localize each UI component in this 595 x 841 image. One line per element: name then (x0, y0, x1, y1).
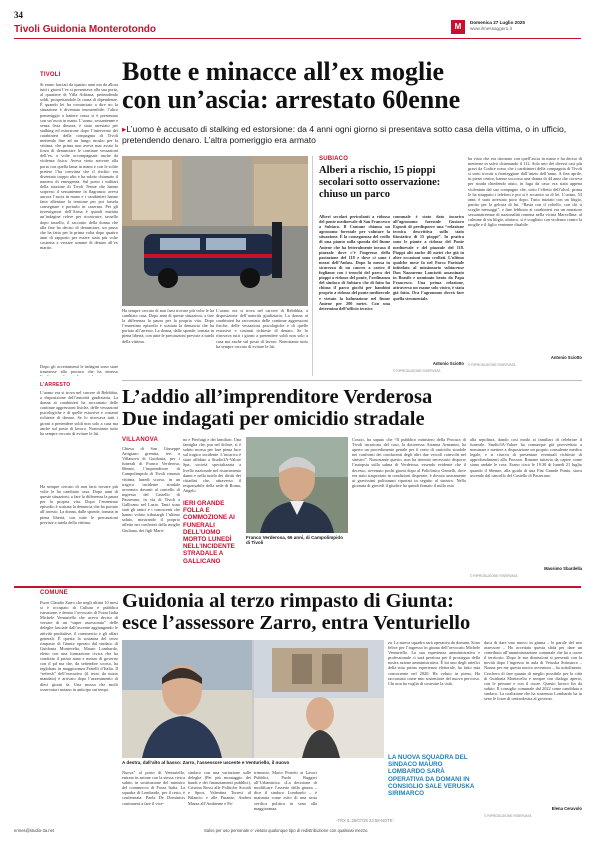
story4-photo (122, 640, 384, 758)
story1-copyright: © RIPRODUZIONE RISERVATA (468, 363, 516, 367)
story1-headline-line1: Botte e minacce all’ex moglie (122, 57, 444, 86)
story3-headline-line1: L’addio all’imprenditore Verderosa (122, 386, 433, 408)
story4-col1: Fuori Claudio Zarro che negli ultimi 10 mesi si è occupato di Cultura e pubblica istruzione, e dentro l’avvocato di Forza Italia Michele Venturiello che aveva deciso di versare di un “super assessorato” delle deleghe lasciate dall’uscente aggiungendo le attività produttive, il commercio e gli affari generali. È questa la sostanza del terzo rimpasto di Giunta operato dal sindaco di Guidonia Montecelio, Mauro Lombardo, eletto con una formazione civica che ha condotto il primo anno e mezzo di governo con il pd ma che, da settembre scorso, ha inglobato in maggioranza Fratelli d’Italia. Il “refresh” dell’esecutivo (il terzo da inizio mandato) è arrivato dopo l’azzeramento di dieci giorni fa. Una mossa che molti osservatori notano in anticipo sui tempi. (40, 600, 118, 692)
story4-headline-line2: esce l’assessore Zarro, entra Venturiello (122, 612, 471, 634)
story1-col5: ha visto che era ritornato con quell’ascia in mano e ha deciso di metterne in salvo chiamando il 112. Solo uno dei diversi casi più gravi da Codice rosso che i carabinieri della compagnia di Tivoli si sono trovati a fronteggiare dall’inizio dell’anno. A fine aprile, in pieno centro, hanno soccorso una donna di 44 anni che correva per strada chiedendo aiuto, in fuga da casa: era stata appena violentata dal suo compagno che, sotto l’effetto dell’alcol, prima le ha strappato i telefoni e poi si è accanito su di lei. L’uomo, 53 anni, è stato arrestato poco dopo. Tutto iniziato con un litigio, partito per la gelosia di lui. “Basta con il coltello, con chi ti sceglie messaggi”, e fine febbraio ai carabinieri era un muratore sessantatreenne di nazionalità romena nella vicina Marcellina: al culmine di un litigio, ubriaco, si è scagliato con violenza contro la moglie e il figlio ventenne disabile. (468, 156, 582, 228)
story2-byline: Antonio Sciotto (432, 361, 464, 366)
story2-kicker: SUBIACO (319, 156, 349, 162)
story1-headline-line2: con un’ascia: arrestato 60enne (122, 85, 461, 114)
story2-col1: Alberi secolari pericolanti a ridosso del ponte medioevale di San Francesco a Subiaco. Il Comune chiama un agronomo forestale per valutare la situazione. È la conseguenza del crollo di una pianta sulla sponda del fiume Aniene che ha letteralmente invaso il piazzale dove c’è l’ingresso della postazione del 118 e dove ci sono i mezzi dell’Anfass. Dopo la messa in sicurezza di un cancro a carico il fogliame con i tronchi del parco dei pioppi a ridosso del ponte, l’ordinanza del sindaco di Subiaco che di fatto ha chiuso il parco giochi per bambini proprio a ridosso del ponte medioevale e vietato la balneazione nel fiume Aniene per 200 metri. Con una determina dell’ufficio tecnico (319, 214, 390, 311)
story1-photo (122, 156, 308, 306)
story1-summary (122, 124, 582, 145)
story2-box (312, 156, 464, 376)
story3-headline (122, 386, 582, 430)
story4-col5: za. La nuova squadra sarà operativa da domani. Sono felice per l’ingresso in giunta dell’avvocato Michele Venturiello. La sua esperienza amministrativa e professionale ci sarà preziosa per il prosieguo della nostra azione amministrativa. È lui uno degli artefici della mia prima esperienza elettorale, ha fatto mia concorrente nel 2020. Ha voluto in pieno, Ha raccontato come mio sostenitore del nuovo percorso. Chi non ha voglia di costruire la città. (388, 640, 480, 686)
story1-summary-text: L’uomo è accusato di stalking ed estorsione: da 4 anni ogni giorno si presentava sotto casa della vittima, o in ufficio, pretendendo denaro. L’altra pomeriggio era armato (122, 124, 567, 145)
story2-headline: Alberi a rischio, 15 pioppi secolari sotto osservazione: chiuso un parco (319, 165, 441, 200)
story3-copyright: © RIPRODUZIONE RISERVATA (470, 574, 518, 578)
story4-headline-line1: Guidonia al terzo rimpasto di Giunta: (122, 590, 455, 612)
story1-byline: Antonio Sciotto (550, 355, 582, 360)
summary-arrow-icon: ▸ (122, 124, 127, 134)
story1-col3: L’uomo era si trova nel carcere di Rebibbia, a disposizione dell’autorità giudiziaria. La donna ai carabinieri ha raccontato delle continue aggressioni fisiche, delle vessazioni psicologiche e di quelle estorsive e costanti richieste di denaro. Se lo ritrovava tutti i giorni a pretendere soldi non solo a casa ma anche sul posto di lavoro. Nonostante tutto ha sempre cercato di evitare le liti. (40, 390, 118, 436)
story2-copyright: © RIPRODUZIONE RISERVATA (393, 369, 441, 373)
story1-col2: Dopo gli accertamenti le indagini sono state trasmesse alla procura che ha emesso (40, 364, 118, 375)
story3-col3: Cossio, ha saputo che “Il pubblico ministero della Procura di Tivoli incaricato del caso, la dottoressa Arianna Armanini, ha aperto un procedimento penale per il reato di omicidio stradale nei confronti dei conducenti degli altri due veicoli coinvolti nel sinistro”. Nonostante questo, non ha ritenuto necessario disporre l’autopsia sulla salma di Verderosa, essendo evidente che il decesso, avvenuto pochi giorni dopo al Policlinico Gemelli, dove era stato trasportato in condizioni disperate, è dovuto unicamente ai gravissimi politraumi riportati in seguito al sinistro. Nello giornata di giovedì il giudice ha quindi firmato il nulla osta (352, 437, 466, 488)
dateline (470, 20, 525, 31)
header-rule (14, 38, 581, 39)
story1-headline (122, 58, 582, 114)
story4-col3: sindaco con una variazione sulle deleghe (Per più montaggio dei bandi e dei finanziamenti pubblici), Cristina Rossi alle Politiche Sociali e Sport, Valentina Torresi al Bilancio e alle Finanze, Andrea Mazza all’Ambiente e Pa- (188, 770, 251, 806)
portraits-photo (122, 640, 384, 758)
story3-kicker: VILLANOVA (122, 437, 159, 443)
story3-col2: no e Pierluigi e dei familiari. Una famiglia che, pur nel dolore, si è subito mossa per fare piena luce sul tragico incidente. L’incarico è stato affidato a Studio3A-Valore Spa, società specializzata a livello nazionale nel risarcimento danni e nella tutela dei diritti dei cittadini che, attraverso il responsabile della sede di Roma, Angelo (183, 437, 241, 493)
portrait-photo (246, 437, 348, 533)
story3-photo (246, 437, 348, 533)
footer-code: -TRX IL:26/07/25 23:58-NOTE: (336, 818, 394, 823)
story1-subhead: L’ARRESTO (40, 382, 71, 388)
story1-col5-a: L’uomo era si trova nel carcere di Rebibbia, a disposizione dell’autorità giudiziaria. La donna ai carabinieri ha raccontato delle continue aggressioni fisiche, delle vessazioni psicologiche e di quelle estorsive e costanti richieste di denaro. Se lo ritrovava tutti i giorni a pretendere soldi non solo a casa ma anche sul posto di lavoro. Nonostante tutto ha sempre cercato di evitare le liti. (216, 308, 308, 349)
story4-caption: A destra, dall’alto al basso: Zarro, l’assessore uscente e Venturiello, il nuovo (122, 760, 290, 765)
story1-col6: Ha sempre cercato di non farsi trovare più volte le ha cambiato casa. Dopo anni di queste situazioni, a fare la differenza la paura per la propria vita. Dopo l’ennesimo episodio è scattata la denuncia che ha portato all’arresto. La donna, dalle sponde, tornata in piena libertà, con tutte le precauzioni previste a tutela della vittima. (40, 484, 118, 525)
story4-copyright: © RIPRODUZIONE RISERVATA (484, 814, 532, 818)
story4-byline: Elena Ceravolo (551, 806, 582, 811)
carabinieri-car-photo (122, 156, 308, 306)
story4-col2: Nuova” al posto di Venturiello, entrato in azione con la stessa civica subito in sostituzione del ministro del commercio di Forza Italia. La squadra di Lombardo, per il resto, è confermata: Paola De Dominicis continuerà a fare il vice- (122, 770, 185, 806)
story4-pullquote: LA NUOVA SQUADRA DEL SINDACO MAURO LOMBARDO SARÀ OPERATIVA DA DOMANI IN CONSIGLIO SALE VERUSKA SIRIMARCO (388, 754, 475, 798)
footer-notice: Salvo per uso personale e' vietato qualunque tipo di redistribuzione con qualsiasi mezzo. (204, 828, 369, 833)
section-title: Tivoli Guidonia Monterotondo (14, 24, 157, 35)
story4-kicker: COMUNE (40, 590, 68, 596)
story4-col6: duca di dare uno nuovo in giunta – le parole del neo assessore – Ho accettato questa sfida per dare un contributo all’amministrazione comunale che ha a cuore il territorio. Dopo le sue dimissioni si presentò con la novità dopo l’ingresso in aula di Veruska Sirimarco – Nonna per me questa nuova avventura – ha sottolineato. Cerchero di fare quanto di meglio possibile per la città di Guidonia Montecelio e sempre con dialogo aperto, con le persone e con il cuore. Questo lavoro fin da subito. Il consiglio comunale dal 2022 come candidata a sindaco. La coalizione che ha sostenuto Lombardo ha in seno le forze di centrodestra al governo. (484, 640, 582, 702)
divider-2 (14, 586, 581, 588)
story1-col1: Si erano lasciati da quattro anni ma da allora tutti i giorni l’ex si presentava alla sua porta, al quartiere di Villa Adriana, pretendendo soldi, prospettandole la causa di dipendenze. È quando lei ha cominciato a dire no la situazione è diventata insostenibile: l’altro pomeriggio a battere cassa si è presentato con un’ascia in mano. L’uomo, sessantenne e senza fissa dimora, è stato arrestato per stalking ed estorsione dopo l’intervento dei carabinieri della compagnia di Tivoli mettendo fine ad un lungo incubo per la vittima, che prima non aveva mai avuto la forza di denunciare le continue vessazioni dell’ex, a volte accompagnate anche da violenza fisica. Aveva vinto arrivare alla porta con quella lama in mano e con le solite pretese l’ha convinta che il rischio era diventato troppo alto e ha subito chiamato il numero di emergenza. Sul posto i militari della stazione di Tivoli Terme che hanno sorpreso il sessantenne in flagranza: aveva ancora l’ascia in mano e i carabinieri hanno fatto allentare la tensione per poi farsela consegnare e portarlo in caserma. Per gli investigatori dell’Arma è quindi iniziata un’indagine celere per ricostruire, tassello dopo tassello, il racconto della donna che alla fine ha deciso di denunciare, un passo che ha fatto per la prima volta dopo quattro anni di rapporto per essere stata più volte costretta a versare somme di denaro all’ex marito. (40, 82, 118, 250)
page-number: 34 (14, 10, 23, 20)
date-text: Domenica 27 Luglio 2025 (470, 20, 525, 25)
story2-col2: comunale è stato dato incarico all’agronomo forestale Gustavo Esposti di predisporre una “relazione tecnica descrittiva sullo stato fitostatico di 15 pioppi”. In pratica sono le piante a ridosso del Ponte medioevale e del piazzale del 118. Pioppi alti anche 40 metri che già in altre occasioni sono crollati. L’ultimo qualche mese fa nel Parco Parisiale intitolato al missionario subiacense Don Nazzareno Lanciotti assassinato in Brasile e nominato beato da Papa Francesco. Una prima relazione, attraverso un esame solo visivo, è stata già fatta. Ora l’agronomo dovrà fare quella strumentale. (393, 214, 464, 301)
story1-kicker: TIVOLI (40, 72, 61, 78)
story1-col4: Ha sempre cercato di non farsi trovare più volte le ha cambiato casa. Dopo anni di queste situazioni, a fare la differenza la paura per la propria vita. Dopo l’ennesimo episodio è scattata la denuncia che ha portato all’arresto. La donna, dalle sponde, tornata in piena libertà, con tutte le precauzioni previste a tutela della vittima. (122, 308, 214, 344)
story4-headline (122, 590, 582, 634)
site-text: www.ilmessaggero.it (470, 25, 512, 31)
story3-pullquote: IERI GRANDE FOLLA E COMMOZIONE AI FUNERALI DELL’UOMO MORTO LUNEDÌ NELL’INCIDENTE STRADALE A GALLICANO (183, 500, 235, 565)
story3-col1: Chiesa di San Giuseppe Artigiano gremita, ieri a Villanova di Guidonia, per i funerali di Franco Verderosa, 66enni, l’imprenditore di Campolimpido di Tivoli rimasto vittima, lunedì scorso, in un tragico incidente stradale avvenuto davanti al cancello di ingresso del Castello di Passerano, in via di Tivoli a Gallicano nel Lazio. Tanti sono stati gli amici e i conoscenti che hanno voluto tributargli l’ultimo saluto, mostrando il proprio affetto nei confronti della moglie Giuliana, dei figli Marti- (122, 446, 180, 533)
story4-col4: trimonio, Mario Proietti ai Lavori Pubblici, Paolo Ruggeri all’Urbanistica. «La decisione di modificare l’assetto della giunta – dice il sindaco Lombardo – è maturata come esito di una seria verifica politica in seno alla maggioranza. (254, 770, 317, 811)
newspaper-logo: M (451, 20, 465, 34)
divider-1 (122, 380, 582, 381)
story3-headline-line2: Due indagati per omicidio stradale (122, 408, 425, 430)
story3-caption: Franco Verderosa, 66 anni, di Campolimpido di Tivoli (246, 535, 344, 546)
story3-byline: Massimo Sbardella (544, 566, 582, 571)
story3-col4: alla sepoltura, dando così modo ai familiari di celebrare il funerale. Studio3A-Valore ha comunque già provveduto a nominare e mettere a disposizione un proprio consulente medico legale, e si riserva di presentare eventuali richieste di approfondimenti alla Procura. Rimane tuttavia da capire come siano andate le cose. Erano circa le 19.30 di lunedì 21 luglio quando il 66enne, alla guida di una Fiat Grande Punto, stava uscendo dal cancello del Castello di Passerano. (470, 437, 582, 478)
footer-email: ermes@studio-3a.net (14, 828, 55, 833)
